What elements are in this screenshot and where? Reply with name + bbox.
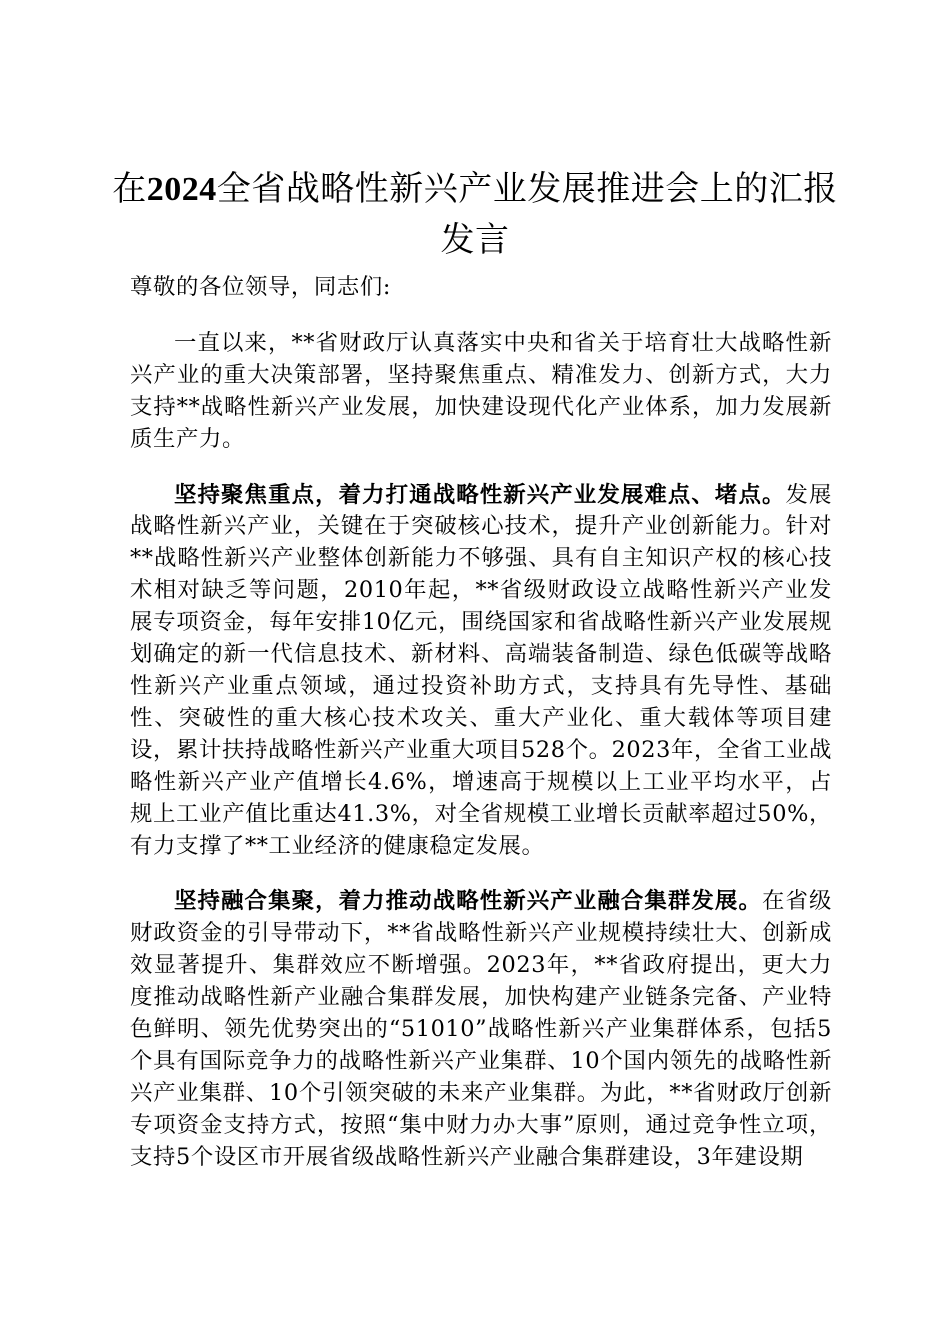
paragraph-focus [130,480,832,863]
paragraph-intro [130,328,832,456]
title-prefix: 在 [112,169,147,209]
paragraph-text: 在省级财政资金的引导带动下，**省战略性新兴产业规模持续壮大、创新成效显著提升、集群效应不断增强。2023年，**省政府提出，更大力度推动战略性新产业融合集群发展，加快构建产业链条完备、产业特色鲜明、领先优势突出的“51010”战略性新兴产业集群体系，包括5个具有国际竞争力的战略性新兴产业集群、10个国内领先的战略性新兴产业集群、10个引领突破的未来产业集群。为此，**省财政厅创新专项资金支持方式，按照“集中财力办大事”原则，通过竞争性立项，支持5个设区市开展省级战略性新兴产业融合集群建设，3年建设期 [130,888,832,1170]
paragraph-heading: 坚持聚焦重点，着力打通战略性新兴产业发展难点、堵点。 [174,481,786,508]
title-year: 2024 [146,171,217,208]
document-title [100,164,850,265]
salutation: 尊敬的各位领导，同志们: [130,274,392,300]
paragraph-text: 发展战略性新兴产业，关键在于突破核心技术，提升产业创新能力。针对**战略性新兴产业整体创新能力不够强、具有自主知识产权的核心技术相对缺乏等问题，2010年起，**省级财政设立战略性新兴产业发展专项资金，每年安排10亿元，围绕国家和省战略性新兴产业发展规划确定的新一代信息技术、新材料、高端装备制造、绿色低碳等战略性新兴产业重点领域，通过投资补助方式，支持具有先导性、基础性、突破性的重大核心技术攻关、重大产业化、重大载体等项目建设，累计扶持战略性新兴产业重大项目528个。2023年，全省工业战略性新兴产业产值增长4.6%，增速高于规模以上工业平均水平，占规上工业产值比重达41.3%，对全省规模工业增长贡献率超过50%，有力支撑了**工业经济的健康稳定发展。 [130,481,832,859]
paragraph-heading: 坚持融合集聚，着力推动战略性新兴产业融合集群发展。 [174,888,762,915]
paragraph-text: 一直以来，**省财政厅认真落实中央和省关于培育壮大战略性新兴产业的重大决策部署，坚持聚焦重点、精准发力、创新方式，大力支持**战略性新兴产业发展，加快建设现代化产业体系，加力发展新质生产力。 [130,329,832,452]
document-body [130,272,832,1198]
title-rest: 全省战略性新兴产业发展推进会上的汇报发言 [216,169,838,260]
paragraph-cluster [130,886,832,1173]
